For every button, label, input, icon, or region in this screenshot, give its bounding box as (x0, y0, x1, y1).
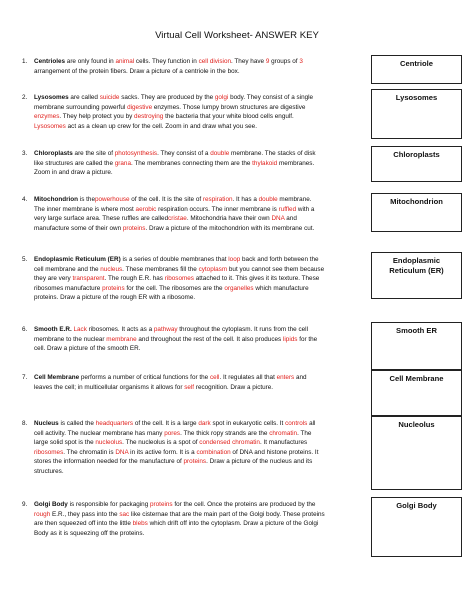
question-text: proteins. Draw a picture of the rough ER with a ribosome. (34, 294, 196, 302)
question-line (22, 284, 360, 294)
answer-text: combination (196, 448, 231, 456)
term-text: Cell Membrane (34, 374, 80, 381)
question-text: of the cell. It is a large (133, 420, 199, 427)
drawing-box-mitochondrion (371, 193, 462, 232)
question-line (22, 67, 360, 77)
drawing-box-label: Chloroplasts (393, 150, 440, 159)
question-line (22, 519, 360, 529)
question-text: very large surface area. These ruffles are called (34, 215, 169, 223)
answer-text: loop (228, 256, 241, 263)
answer-text: 9 (265, 58, 270, 65)
answer-text: cristae (168, 215, 187, 223)
question-line (22, 224, 360, 234)
question-text: respiration occurs. The inner membrane is (156, 205, 279, 213)
question-number: 6. (22, 326, 28, 333)
answer-text: chromatin (232, 439, 260, 447)
question-text: . The rough E.R. has (104, 275, 165, 283)
answer-text: double (210, 150, 230, 157)
answer-text: sac (119, 510, 130, 518)
question-text: cell membrane and the (34, 265, 101, 273)
question-text: is the (78, 196, 95, 203)
question-text: membrane. (277, 196, 312, 203)
question-text: membrane to the nuclear (34, 335, 107, 343)
question-text: act as a clean up crew for the cell. Zoom in and draw what you see. (65, 122, 257, 130)
question-line (22, 467, 360, 477)
question-text: . Draw a picture of the nucleus and its (206, 458, 313, 466)
question-line (22, 255, 360, 265)
term-text: Lysosomes (34, 94, 69, 101)
drawing-box-label: Lysosomes (395, 93, 438, 102)
question-text: . They have (231, 58, 266, 65)
term-text: Centrioles (34, 58, 66, 65)
drawing-box-label: Smooth ER (396, 326, 437, 335)
term-text: Nucleus (34, 420, 59, 427)
drawing-box-cell-membrane (371, 370, 462, 416)
question-text: Zoom in and draw a picture. (34, 169, 113, 177)
question-line (22, 168, 360, 178)
question-line (22, 383, 360, 393)
question-text: but you cannot see them because (227, 265, 325, 273)
question-text: of DNA and histone proteins. It (230, 448, 319, 456)
question-text: ribosomes manufacture (34, 284, 103, 292)
drawing-box-centriole (371, 55, 462, 84)
question-text: which manufacture (253, 284, 309, 292)
term-text: Smooth E.R. (34, 326, 72, 333)
question-line (22, 93, 360, 103)
question-text: are then squeezed off into the little (34, 520, 133, 528)
question-text: . Mitochondria have their own (186, 215, 272, 223)
question-endoplasmic-reticulum (22, 255, 360, 303)
question-text: recognition. Draw a picture. (194, 383, 274, 391)
question-line (22, 103, 360, 113)
drawing-box-label: Nucleolus (398, 420, 435, 429)
question-text: manufacture some of their own (34, 224, 123, 232)
question-mitochondrion (22, 195, 360, 233)
question-line (22, 149, 360, 159)
answer-text: headquarters (95, 420, 134, 427)
answer-text: cell division (198, 58, 232, 65)
question-smooth-er (22, 325, 360, 354)
question-number: 4. (22, 196, 28, 203)
answer-text: rough (34, 510, 51, 518)
question-line (22, 344, 360, 354)
answer-text: proteins (150, 501, 173, 508)
question-line (22, 448, 360, 458)
drawing-box-label: Centriole (400, 59, 433, 68)
question-text: . They help protect you by (59, 113, 135, 121)
answer-text: nucleolus (95, 439, 123, 447)
question-text: . It has a (232, 196, 259, 203)
question-text: is called the (58, 420, 96, 427)
question-line (22, 335, 360, 345)
drawing-box-label: Endoplasmic Reticulum (ER) (389, 256, 444, 275)
answer-text: nucleus (100, 265, 123, 273)
question-text: . The (297, 429, 312, 437)
drawing-box-golgi-body (371, 497, 462, 557)
question-nucleus (22, 419, 360, 477)
question-text: . They consist of a (157, 150, 211, 157)
question-lysosomes (22, 93, 360, 131)
drawing-box-endoplasmic-reticulum (371, 252, 462, 299)
answer-text: proteins (122, 224, 146, 232)
question-line (22, 274, 360, 284)
drawing-box-label: Golgi Body (396, 501, 437, 510)
question-line (22, 429, 360, 439)
question-text: and (294, 374, 307, 381)
answer-text: aerobic (135, 205, 157, 213)
drawing-box-chloroplasts (371, 146, 462, 182)
question-chloroplasts (22, 149, 360, 178)
answer-text: double (258, 196, 278, 203)
question-text: they are very (34, 275, 73, 283)
question-line (22, 438, 360, 448)
question-text: spot in eukaryotic cells. It (210, 420, 286, 427)
answer-text: organelles (224, 284, 254, 292)
question-line (22, 529, 360, 539)
question-number: 1. (22, 58, 28, 65)
question-line (22, 325, 360, 335)
question-number: 5. (22, 256, 28, 263)
answer-text: controls (285, 420, 308, 427)
answer-text: thylakoid (252, 159, 278, 167)
question-text: membrane. The stacks of disk (229, 150, 316, 157)
question-line (22, 112, 360, 122)
answer-text: respiration (202, 196, 233, 203)
question-text: . The nucleolus is a spot of (122, 439, 200, 447)
question-text: the bacteria that your white blood cells engulf. (163, 113, 294, 121)
question-line (22, 159, 360, 169)
question-text: for the cell. Once the proteins are produced by the (172, 501, 316, 508)
answer-text: self (184, 383, 195, 391)
worksheet-title: Virtual Cell Worksheet- ANSWER KEY (155, 30, 319, 41)
answer-text: enzymes (34, 113, 60, 121)
question-text: groups of (269, 58, 300, 65)
question-text: E.R., they pass into the (50, 510, 120, 518)
answer-text: blebs (132, 520, 148, 528)
question-text: Body as it is squeezing off the proteins. (34, 529, 145, 537)
question-text: cells. They function in (134, 58, 199, 65)
question-text: like cisternae that are the main part of the Golgi body. These proteins (129, 510, 325, 518)
question-text: performs a number of critical functions for the (79, 374, 210, 381)
question-text: of the cell. It is the site of (129, 196, 203, 203)
term-text: Mitochondrion (34, 196, 79, 203)
question-line (22, 500, 360, 510)
question-text: are the site of (72, 150, 115, 157)
answer-text: ribosomes (34, 448, 64, 456)
question-text: sacks. They are produced by the (119, 94, 215, 101)
question-text: . It regulates all that (219, 374, 277, 381)
question-text: ribosomes. It acts as a (86, 326, 154, 333)
question-text: all (307, 420, 316, 427)
answer-text: proteins (183, 458, 207, 466)
answer-text: golgi (214, 94, 229, 101)
question-line (22, 373, 360, 383)
question-text: body. They consist of a single (228, 94, 314, 101)
term-text: Endoplasmic Reticulum (ER) (34, 256, 121, 263)
question-cell-membrane (22, 373, 360, 392)
answer-text: chromatin (269, 429, 298, 437)
answer-text: DNA (271, 215, 285, 223)
answer-text: digestive (127, 103, 153, 111)
drawing-box-label: Cell Membrane (389, 374, 444, 383)
question-text: leaves the cell; in multicellular organisms it allows for (34, 383, 185, 391)
question-line (22, 510, 360, 520)
answer-text: enters (276, 374, 295, 381)
answer-text: membrane (106, 335, 137, 343)
question-text: enzymes. Those lumpy brown structures are digestive (152, 103, 306, 111)
question-text: membranes. (277, 159, 315, 167)
answer-text: grana (114, 159, 131, 167)
question-number: 9. (22, 501, 28, 508)
question-line (22, 419, 360, 429)
question-line (22, 214, 360, 224)
drawing-box-lysosomes (371, 89, 462, 139)
question-line (22, 265, 360, 275)
question-text: . The chromatin is (63, 448, 116, 456)
drawing-box-nucleus (371, 416, 462, 490)
question-number: 3. (22, 150, 28, 157)
question-text: cell activity. The nuclear membrane has many (34, 429, 165, 437)
question-text: back and forth between the (240, 256, 319, 263)
question-number: 8. (22, 420, 28, 427)
question-number: 7. (22, 374, 28, 381)
question-text: is responsible for packaging (67, 501, 151, 508)
question-line (22, 457, 360, 467)
question-text: arrangement of the protein fibers. Draw a picture of a centriole in the box. (34, 67, 240, 75)
answer-text: Lack (73, 326, 87, 333)
question-text: stores the information needed for the manufacture of (34, 458, 184, 466)
answer-text: ruffled (278, 205, 297, 213)
answer-text: destroying (134, 113, 164, 121)
answer-text: transparent (72, 275, 105, 283)
question-text: like structures are called the (34, 159, 115, 167)
term-text: Golgi Body (34, 501, 68, 508)
question-text: structures. (34, 467, 64, 475)
question-line (22, 122, 360, 132)
question-text: is a series of double membranes that (120, 256, 229, 263)
question-number: 2. (22, 94, 28, 101)
question-text: are called (68, 94, 100, 101)
answer-text: suicide (99, 94, 120, 101)
question-line (22, 57, 360, 67)
drawing-box-label: Mitochondrion (390, 197, 443, 206)
question-text: throughout the cytoplasm. It runs from the cell (177, 326, 308, 333)
question-golgi-body (22, 500, 360, 538)
question-text: for the cell. The ribosomes are the (124, 284, 225, 292)
answer-text: powerhouse (94, 196, 130, 203)
question-line (22, 293, 360, 303)
question-text: The inner membrane is where most (34, 205, 136, 213)
term-text: Chloroplasts (34, 150, 73, 157)
question-text: for the (297, 335, 318, 343)
question-text: membrane surrounding powerful (34, 103, 128, 111)
question-line (22, 195, 360, 205)
question-text: which drift off into the cytoplasm. Draw a picture of the Golgi (147, 520, 319, 528)
answer-text: pores (164, 429, 181, 437)
answer-text: Lysosomes (34, 122, 66, 130)
answer-text: pathway (153, 326, 178, 333)
answer-text: animal (115, 58, 135, 65)
question-line (22, 205, 360, 215)
question-text: and throughout the rest of the cell. It also produces (136, 335, 283, 343)
answer-text: cytoplasm (198, 265, 228, 273)
question-text: are only found in (65, 58, 116, 65)
question-text: large solid spot is the (34, 439, 96, 447)
question-text: . The thick ropy strands are the (180, 429, 270, 437)
question-text: . It manufactures (259, 439, 308, 447)
question-centriole (22, 57, 360, 76)
answer-text: proteins (102, 284, 125, 292)
answer-text: DNA (115, 448, 129, 456)
question-text: with a (296, 205, 315, 213)
question-text: in its active form. It is a (128, 448, 197, 456)
question-text: attached to it. This gives it its texture. These (193, 275, 320, 283)
answer-text: dark (198, 420, 211, 427)
answer-text: condensed (199, 439, 231, 447)
answer-text: ribosomes (164, 275, 194, 283)
question-text: . The membranes connecting them are the (130, 159, 253, 167)
question-text: and (284, 215, 297, 223)
answer-text: 3 (299, 58, 303, 65)
answer-text: photosynthesis (114, 150, 158, 157)
question-text: . These membranes fill the (122, 265, 199, 273)
answer-text: lipids (282, 335, 298, 343)
answer-text: cell (209, 374, 220, 381)
drawing-box-smooth-er (371, 322, 462, 370)
question-text: cell. Draw a picture of the smooth ER. (34, 345, 141, 353)
question-text: . Draw a picture of the mitochondrion with its membrane cut. (145, 224, 315, 232)
